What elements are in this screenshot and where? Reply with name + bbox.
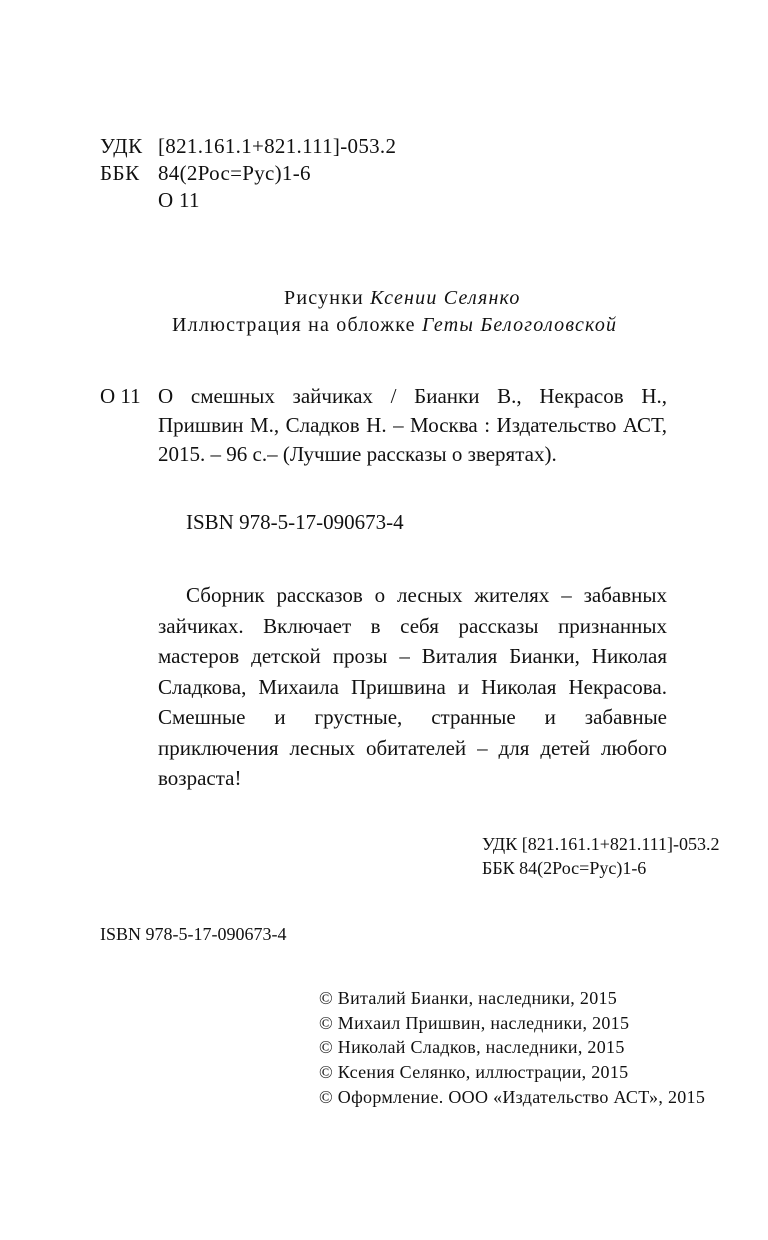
illustrations-credit	[284, 284, 521, 312]
cover-credit	[172, 311, 617, 339]
bbk-value: 84(2Рос=Рус)1-6	[158, 161, 311, 185]
illustrations-prefix: Рисунки	[284, 287, 364, 309]
author-sign: О 11	[158, 188, 200, 212]
udk-value: [821.161.1+821.111]-053.2	[158, 134, 397, 158]
copyright-line: © Николай Сладков, наследники, 2015	[319, 1037, 625, 1057]
footer-udk: УДК [821.161.1+821.111]-053.2	[482, 834, 720, 854]
footer-isbn: ISBN 978-5-17-090673-4	[100, 924, 287, 944]
book-abstract: Сборник рассказов о лесных жителях – забавных зайчиках. Включает в себя рассказы признанных мастеров детской прозы – Виталия Бианки, Николая Сладкова, Михаила Пришвина и Николая Некрасова. Смешные и грустные, странные и забавные приключения лесных обитателей – для детей любого возраста!	[158, 583, 667, 790]
copyright-line: © Михаил Пришвин, наследники, 2015	[319, 1013, 630, 1033]
copyright-line: © Виталий Бианки, наследники, 2015	[319, 988, 618, 1008]
bbk-label: ББК	[100, 161, 140, 185]
copyright-line: © Ксения Селянко, иллюстрации, 2015	[319, 1062, 629, 1082]
bibliographic-record: О смешных зайчиках / Бианки В., Некрасов Н., Пришвин М., Сладков Н. – Москва : Издательство АСТ, 2015. – 96 с.– (Лучшие рассказы о зверятах).	[158, 384, 667, 466]
cover-artist-name: Геты Белоголовской	[421, 314, 618, 336]
udk-label: УДК	[100, 134, 143, 158]
isbn-main: ISBN 978-5-17-090673-4	[186, 510, 404, 534]
annotation-code: О 11	[100, 384, 141, 408]
footer-bbk: ББК 84(2Рос=Рус)1-6	[482, 858, 647, 878]
illustrator-name: Ксении Селянко	[370, 287, 521, 309]
cover-prefix: Иллюстрация на обложке	[172, 314, 416, 336]
copyright-line: © Оформление. ООО «Издательство АСТ», 2015	[319, 1087, 706, 1107]
